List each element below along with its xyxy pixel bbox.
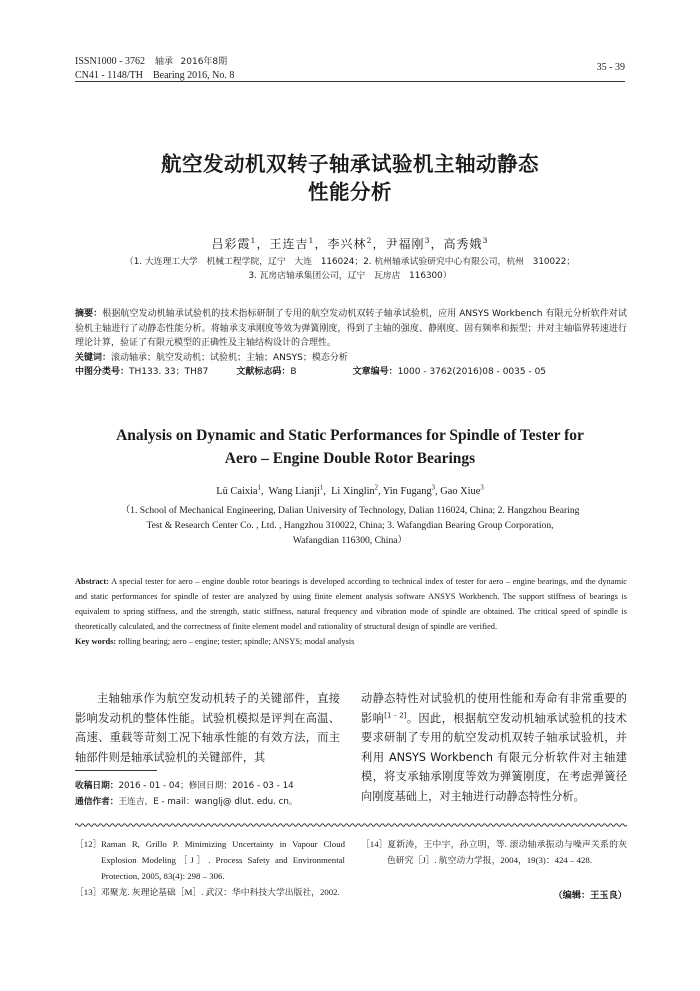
doc-code-value: B [290,367,297,377]
footnote-contact [75,794,340,810]
author-sup: 2 [366,236,373,245]
title-en-line1: Analysis on Dynamic and Static Performances for Spindle of Tester for [116,427,584,444]
author-sup: 3 [431,484,436,492]
page-range: 35 - 39 [596,62,625,73]
doc-code-label: 文献标志码： [236,367,291,377]
issn: ISSN1000 - 3762 [75,56,146,67]
body-right-column [361,689,627,807]
reference-number: ［12］ [75,839,102,849]
author-en: Lü Caixia [216,486,258,497]
author-cn: 尹福刚 [385,237,425,251]
cn-number: CN41 - 1148/TH [75,70,143,81]
abstract-en-label: Abstract: [75,577,109,586]
reference-item [361,836,627,868]
body-right-text-b: 。因此，根据航空发动机轴承试验机的技术要求研制了专用的航空发动机双转子轴承试验机，并利用 ANSYS Workbench 有限元分析软件对主轴建模，将支承轴承刚度等效为弹簧刚度，在考虑弹簧径向刚度基础上，对主轴进行动静态特性分析。 [361,711,627,803]
received-label: 收稿日期： [75,781,119,791]
title-cn [0,150,700,206]
citation: [1 - 2] [384,710,407,719]
reference-text: 夏新涛，王中宇，孙立明，等. 滚动轴承振动与噪声关系的灰色研究［J］. 航空动力学报，2004，19(3)：424 – 428. [387,839,627,865]
body-right-text-a: 动静态特性对试验机的使用性能和寿命有非常重要的影响 [361,692,627,725]
reference-item [75,884,345,900]
classification-line [75,365,627,380]
affiliation-en-line1: （1. School of Mechanical Engineering, Dalian University of Technology, Dalian 116024, China; 2. Hangzhou Bearing [120,505,580,516]
affiliation-en-line2: Test & Research Center Co. , Ltd. , Hangzhou 310022, China; 3. Wafangdian Bearing Group Corporation, [146,520,554,531]
author-sup: 3 [480,484,484,492]
author-cn: 王连吉 [269,237,309,251]
author-en: Gao Xiue [440,486,481,497]
keywords-en-text: rolling bearing; aero – engine; tester; spindle; ANSYS; modal analysis [116,637,355,646]
title-cn-line2: 性能分析 [308,180,392,204]
abstract-cn-body [75,307,627,351]
affiliation-cn [0,255,700,283]
received-dates: 2016 - 01 - 04；修回日期：2016 - 03 - 14 [118,781,294,791]
author-cn: 李兴林 [327,237,367,251]
journal-header [75,55,375,82]
abstract-cn-label: 摘要： [75,309,103,319]
header-rule [75,81,625,82]
affiliation-en [0,503,700,548]
article-no-value: 1000 - 3762(2016)08 - 0035 - 05 [397,367,547,377]
editor-note: （编辑：王玉良） [553,890,627,901]
reference-item [75,836,345,884]
footnote [75,778,340,810]
title-en-line2: Aero – Engine Double Rotor Bearings [224,450,476,467]
author-en: Yin Fugang [382,486,432,497]
author-sup: 3 [424,236,431,245]
clc-value: TH133. 33；TH87 [129,367,209,377]
abstract-cn-text: 根据航空发动机轴承试验机的技术指标研制了专用的航空发动机双转子轴承试验机，应用 ANSYS Workbench 有限元分析软件对试验机主轴进行了动静态性能分析。将轴承支承刚度等效为弹簧刚度，得到了主轴的强度、静刚度、固有频率和振型；并对主轴临界转速进行理论计算，验证了有限元模型的正确性及主轴结构设计的合理性。 [75,309,627,348]
keywords-en-label: Key words: [75,637,117,646]
author-sup: 1 [308,236,315,245]
reference-number: ［14］ [361,839,388,849]
keywords-cn-text: 滚动轴承；航空发动机；试验机；主轴；ANSYS；模态分析 [111,352,348,363]
author-en: Li Xinglin [331,486,375,497]
contact-text: 王连吉，E - mail：wanglj@ dlut. edu. cn。 [118,797,298,807]
references-right [361,836,627,868]
contact-label: 通信作者： [75,797,119,807]
author-sup: 1 [250,236,257,245]
author-cn: 吕彩霞 [211,237,251,251]
body-left-column [75,689,340,767]
journal-name-cn: 轴承 [155,57,174,67]
authors-en: Lü Caixia$^1$, Wang Lianji$^1$, Li Xinglin$^2$, Yin Fugang$^3$, Gao Xiue$^3$ [216,484,484,497]
reference-text: Raman R, Grillo P. Minimizing Uncertainty in Vapour Cloud Explosion Modeling［J］. Process Safety and Environmental Protection, 2005, 83(4): 298 – 306. [101,839,345,881]
affiliation-cn-line1: （1. 大连理工大学 机械工程学院，辽宁 大连 116024；2. 杭州轴承试验研究中心有限公司，杭州 310022； [124,257,576,267]
affiliation-cn-line2: 3. 瓦房店轴承集团公司，辽宁 瓦房店 116300） [248,271,452,281]
author-sup: 3 [482,236,489,245]
reference-number: ［13］ [75,887,102,897]
author-sup: 1 [257,484,261,492]
article-no-label: 文章编号： [352,367,398,377]
reference-text: 邓聚龙. 灰理论基础［M］. 武汉：华中科技大学出版社，2002. [101,887,340,897]
body-left-text: 主轴轴承作为航空发动机转子的关键部件，直接影响发动机的整体性能。试验机模拟是评判在高温、高速、重载等苛刻工况下轴承性能的有效方法，而主轴部件则是轴承试验机的关键部件，其 [75,692,340,764]
keywords-cn [75,351,627,366]
clc-label: 中图分类号： [75,367,130,377]
abstract-en [75,574,627,649]
affiliation-en-line3: Wafangdian 116300, China） [292,535,408,546]
keywords-en [75,634,627,649]
footnote-dates [75,778,340,794]
author-cn: 高秀娥 [443,237,483,251]
abstract-en-body [75,574,627,634]
author-sup: 2 [374,484,379,492]
keywords-cn-label: 关键词： [75,352,112,363]
abstract-en-text: A special tester for aero – engine double rotor bearings is developed according to technical index of tester for aero – engine bearings, and the dynamic and static performances for spindle of tester are analyzed by using finite element analysis software ANSYS Workbench. The support stiffness of bearings is equivalent to spring stiffness, and the strength, static stiffness, natural frequency and vibration mode of spindle are obtained. The critical speed of spindle is theoretically calculated, and the correctness of finite element model and rationality of structural design of spindle are verified. [75,577,627,631]
references-left [75,836,345,900]
author-sup: 1 [319,484,324,492]
abstract-cn [75,307,627,380]
wavy-separator [75,822,627,828]
authors-cn: 吕彩霞$^1$，王连吉$^1$，李兴林$^2$，尹福刚$^3$，高秀娥$^3$ [211,236,489,251]
title-cn-line1: 航空发动机双转子轴承试验机主轴动静态 [161,152,539,176]
issue-en: Bearing 2016, No. 8 [152,70,235,81]
issue-cn: 2016年8期 [180,57,228,67]
author-en: Wang Lianji [268,486,320,497]
title-en [0,424,700,470]
footnote-rule [75,770,157,771]
